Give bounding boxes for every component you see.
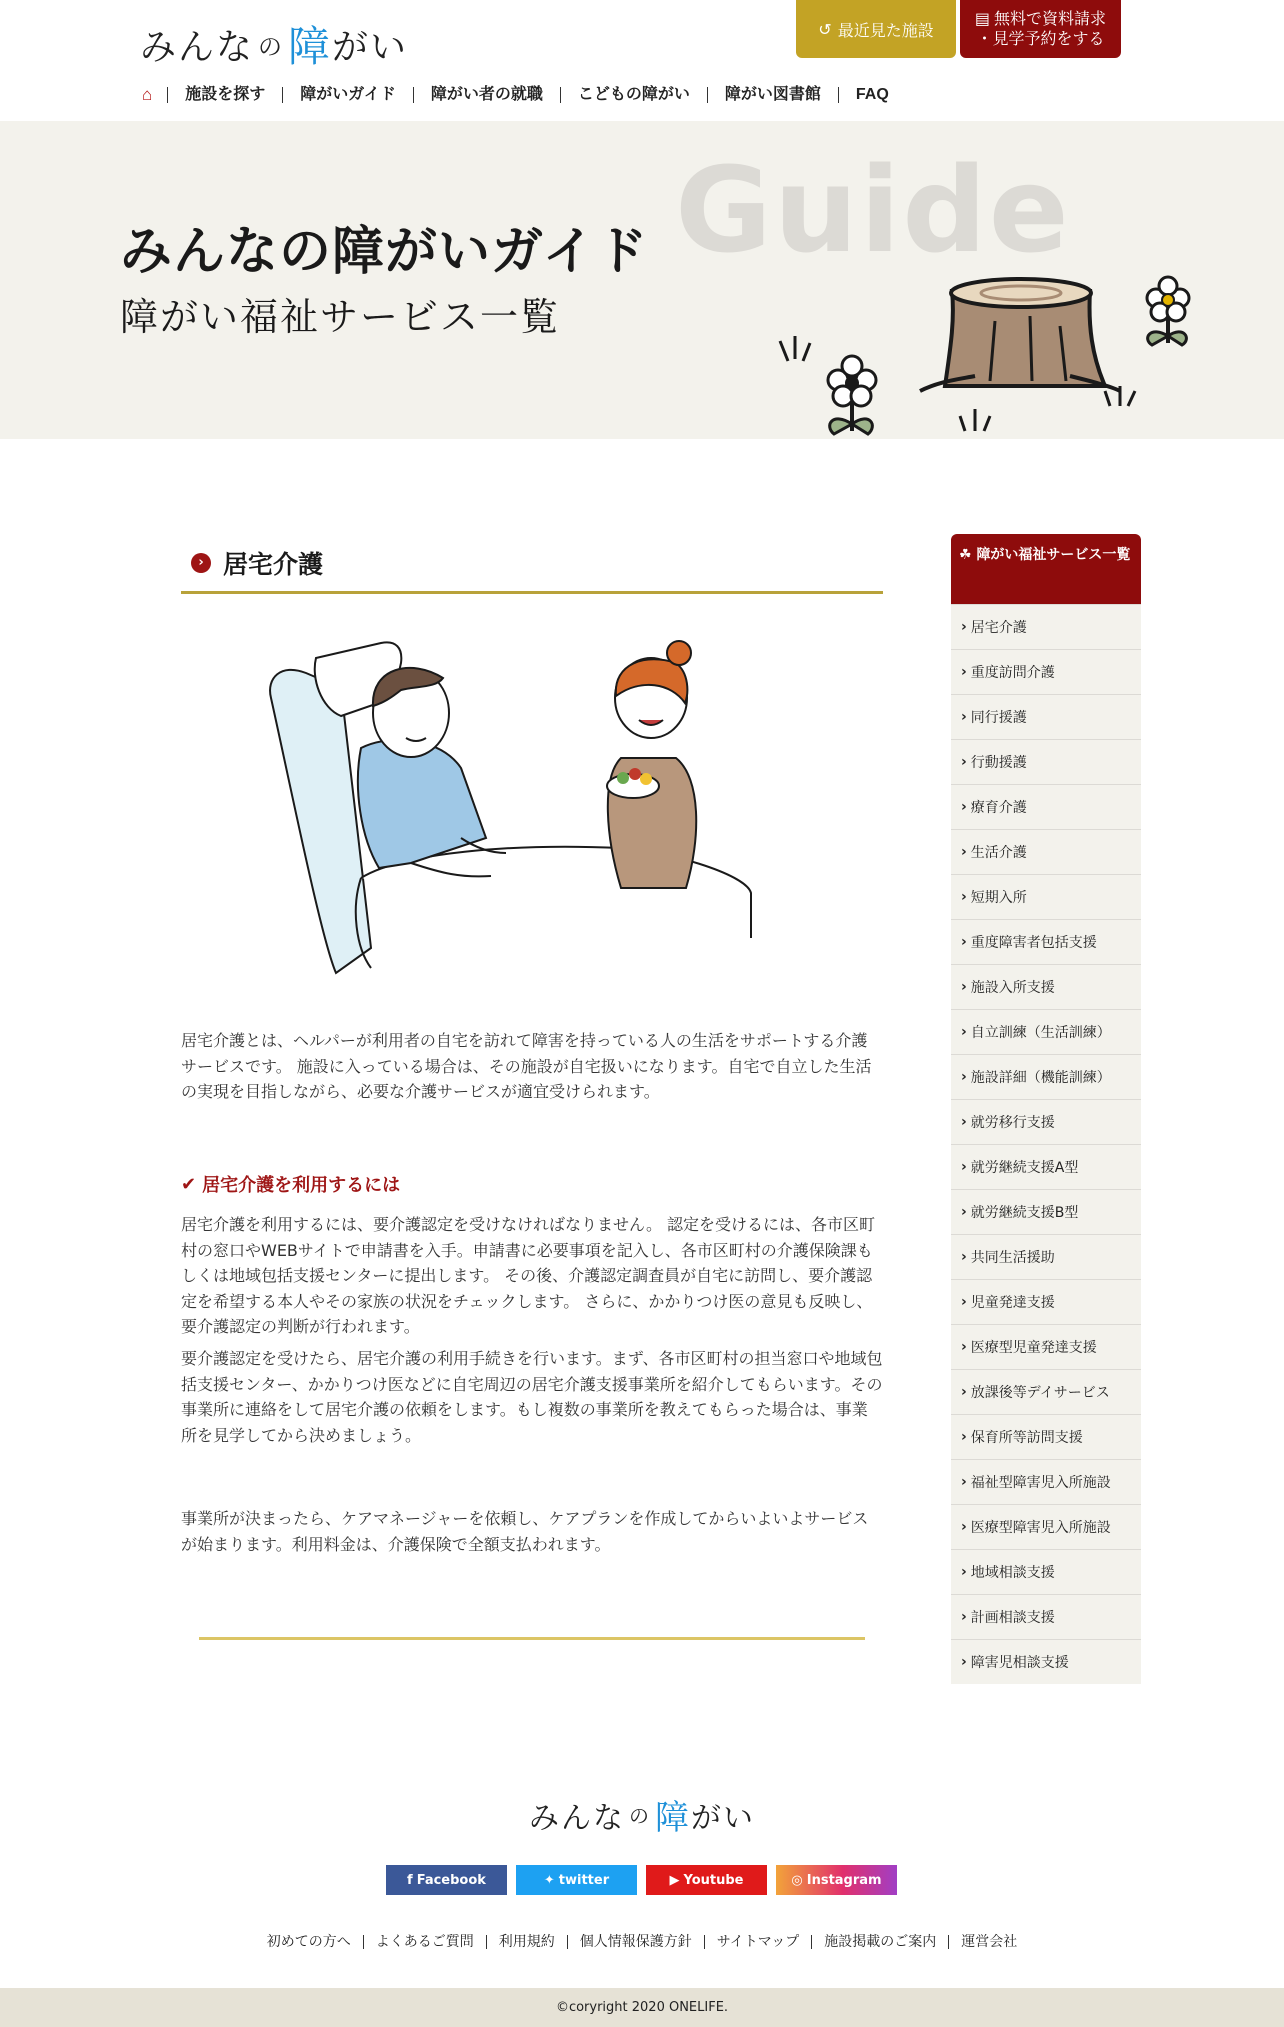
chevron-right-icon: › — [961, 979, 967, 995]
sidebar-item-label: 共同生活援助 — [970, 1250, 1055, 1266]
list-icon: ▤ — [974, 9, 991, 28]
sidebar-item-label: 重度障害者包括支援 — [970, 935, 1097, 951]
nav-item-library[interactable]: 障がい図書館 — [707, 87, 838, 103]
chevron-right-icon: › — [961, 1294, 967, 1310]
sidebar-item-label: 療育介護 — [970, 800, 1027, 816]
sidebar-item-label: 自立訓練（生活訓練） — [970, 1025, 1111, 1041]
history-icon: ↺ — [818, 19, 832, 39]
chevron-right-icon: › — [961, 1609, 967, 1625]
sidebar-item-label: 生活介護 — [970, 845, 1027, 861]
chevron-right-icon: › — [961, 1159, 967, 1175]
chevron-right-icon: › — [961, 709, 967, 725]
leaf-icon: ☘ — [959, 547, 972, 563]
sidebar-item[interactable] — [951, 1369, 1141, 1414]
sidebar-item-label: 医療型児童発達支援 — [970, 1340, 1097, 1356]
subheading-text: 居宅介護を利用するには — [202, 1175, 401, 1196]
footer-link-terms[interactable]: 利用規約 — [486, 1935, 567, 1949]
chevron-right-icon: › — [961, 1339, 967, 1355]
youtube-label: Youtube — [683, 1872, 744, 1888]
facebook-button[interactable] — [386, 1865, 507, 1895]
sidebar-heading-text: 障がい福祉サービス一覧 — [976, 547, 1131, 563]
sidebar-item-label: 就労継続支援A型 — [970, 1160, 1079, 1176]
main-nav — [140, 84, 906, 106]
youtube-button[interactable] — [646, 1865, 767, 1895]
article-body-2: 要介護認定を受けたら、居宅介護の利用手続きを行います。まず、各市区町村の担当窓口や地域包括支援センター、かかりつけ医などに自宅周辺の居宅介護支援事業所を紹介してもらいます。その事業所に連絡をして居宅介護の依頼をします。もし複数の事業所を教えてもらった場合は、事業所を見学してから決めましょう。 — [181, 1349, 883, 1445]
sidebar-item-label: 行動援護 — [970, 755, 1027, 771]
tree-stump-illustration — [770, 241, 1200, 439]
sidebar-item-label: 計画相談支援 — [970, 1610, 1055, 1626]
chevron-right-icon: › — [961, 1384, 967, 1400]
chevron-right-icon: › — [961, 1024, 967, 1040]
sidebar-item[interactable] — [951, 874, 1141, 919]
sidebar-item[interactable] — [951, 694, 1141, 739]
sidebar-item[interactable] — [951, 1324, 1141, 1369]
hero-subtitle: 障がい福祉サービス一覧 — [120, 295, 561, 339]
article-title: 居宅介護 — [223, 549, 324, 579]
sidebar-item-label: 児童発達支援 — [970, 1295, 1055, 1311]
logo-text-minna: みんな — [140, 26, 255, 68]
sidebar-item[interactable] — [951, 784, 1141, 829]
footer-link-company[interactable]: 運営会社 — [948, 1935, 1029, 1949]
sidebar-item[interactable] — [951, 649, 1141, 694]
sidebar-item[interactable] — [951, 1549, 1141, 1594]
sidebar-item[interactable] — [951, 1459, 1141, 1504]
sidebar — [951, 534, 1141, 1684]
chevron-right-icon: › — [961, 1519, 967, 1535]
footer-link-first-time[interactable]: 初めての方へ — [266, 1934, 351, 1950]
request-label-line2: ・見学予約をする — [976, 29, 1105, 48]
twitter-button[interactable] — [516, 1865, 637, 1895]
sidebar-item[interactable] — [951, 604, 1141, 649]
footer-logo-gai: がい — [691, 1800, 755, 1836]
sidebar-item-label: 短期入所 — [970, 890, 1027, 906]
section-subheading — [181, 1171, 400, 1197]
facebook-icon: f — [407, 1872, 413, 1888]
sidebar-item[interactable] — [951, 1594, 1141, 1639]
footer-link-faq[interactable]: よくあるご質問 — [363, 1935, 486, 1949]
flower-icon — [828, 356, 876, 434]
sidebar-item-label: 同行援護 — [970, 710, 1027, 726]
chevron-right-icon: › — [961, 1114, 967, 1130]
sidebar-item-label: 医療型障害児入所施設 — [970, 1520, 1111, 1536]
sidebar-item[interactable] — [951, 1234, 1141, 1279]
nav-item-guide[interactable]: 障がいガイド — [282, 87, 413, 103]
sidebar-heading — [951, 534, 1141, 604]
sidebar-item-label: 施設詳細（機能訓練） — [970, 1070, 1111, 1086]
sidebar-item[interactable] — [951, 1639, 1141, 1684]
sidebar-list — [951, 604, 1141, 1684]
check-icon: ✔ — [181, 1173, 197, 1195]
hero-title: みんなの障がいガイド — [120, 222, 649, 282]
article-body-1: 居宅介護を利用するには、要介護認定を受けなければなりません。 認定を受けるには、各市区町村の窓口やWEBサイトで申請書を入手。申請書に必要事項を記入し、各市区町村の介護保険課もしくは地域包括支援センターに提出します。 その後、介護認定調査員が自宅に訪問し、要介護認定を希望する本人やその家族の状況をチェックします。 さらに、かかりつけ医の意見も反映し、要介護認定の判断が行われます。 — [181, 1215, 876, 1336]
copyright-bar — [0, 1988, 1284, 2027]
footer-link-privacy[interactable]: 個人情報保護方針 — [567, 1935, 704, 1949]
sidebar-item[interactable] — [951, 1504, 1141, 1549]
sidebar-item-label: 居宅介護 — [970, 620, 1027, 636]
article — [181, 534, 883, 1554]
sidebar-item-label: 保育所等訪問支援 — [970, 1430, 1083, 1446]
sidebar-item[interactable] — [951, 829, 1141, 874]
sidebar-item[interactable] — [951, 1414, 1141, 1459]
social-links — [386, 1865, 897, 1895]
sidebar-item[interactable] — [951, 1189, 1141, 1234]
chevron-right-icon: › — [961, 1069, 967, 1085]
sidebar-item-label: 放課後等デイサービス — [970, 1385, 1110, 1401]
sidebar-item[interactable] — [951, 964, 1141, 1009]
sidebar-item[interactable] — [951, 1099, 1141, 1144]
footer-logo[interactable] — [0, 1790, 1284, 1839]
footer-logo-sho: 障 — [655, 1798, 691, 1838]
home-care-illustration — [261, 638, 781, 978]
footer-link-listing[interactable]: 施設掲載のご案内 — [811, 1935, 948, 1949]
twitter-label: twitter — [558, 1872, 610, 1888]
sidebar-item-label: 障害児相談支援 — [970, 1655, 1069, 1671]
article-divider — [199, 1637, 865, 1640]
hero-banner — [0, 121, 1284, 439]
instagram-icon: ◎ — [791, 1872, 803, 1888]
instagram-button[interactable] — [776, 1865, 897, 1895]
chevron-right-icon: › — [961, 754, 967, 770]
logo-text-sho: 障 — [288, 22, 333, 71]
chevron-right-icon: › — [961, 934, 967, 950]
site-logo[interactable] — [140, 18, 408, 70]
sidebar-item[interactable] — [951, 1054, 1141, 1099]
recent-facilities-label: 最近見た施設 — [837, 20, 934, 40]
home-icon[interactable]: ⌂ — [142, 85, 153, 104]
chevron-right-icon: › — [961, 664, 967, 680]
sidebar-item[interactable] — [951, 1144, 1141, 1189]
nav-item-facility-search[interactable]: 施設を探す — [167, 87, 282, 103]
recent-facilities-button[interactable] — [796, 0, 956, 58]
twitter-icon: ✦ — [543, 1872, 555, 1888]
nav-item-faq[interactable]: FAQ — [838, 87, 906, 103]
copyright-text: ©coryright 2020 ONELIFE. — [555, 2000, 729, 2015]
sidebar-item-label: 就労継続支援B型 — [970, 1205, 1079, 1221]
sidebar-item-label: 就労移行支援 — [970, 1115, 1055, 1131]
sidebar-item-label: 地域相談支援 — [970, 1565, 1055, 1581]
logo-text-gai: がい — [332, 26, 409, 68]
request-materials-button[interactable] — [960, 0, 1121, 58]
chevron-right-icon: › — [961, 1429, 967, 1445]
footer-logo-minna: みんな — [529, 1800, 625, 1836]
youtube-icon: ▶ — [669, 1872, 680, 1888]
article-body-3: 事業所が決まったら、ケアマネージャーを依頼し、ケアプランを作成してからいよいよサービスが始まります。利用料金は、介護保険で全額支払われます。 — [181, 1509, 869, 1554]
chevron-circle-icon: › — [191, 553, 211, 573]
flower-icon — [1147, 277, 1189, 345]
sidebar-item[interactable] — [951, 919, 1141, 964]
chevron-right-icon: › — [961, 799, 967, 815]
chevron-right-icon: › — [961, 844, 967, 860]
nav-item-employment[interactable]: 障がい者の就職 — [413, 87, 560, 103]
chevron-right-icon: › — [961, 619, 967, 635]
footer-link-sitemap[interactable]: サイトマップ — [704, 1935, 811, 1949]
facebook-label: Facebook — [416, 1872, 486, 1888]
article-intro: 居宅介護とは、ヘルパーが利用者の自宅を訪れて障害を持っている人の生活をサポートする介護サービスです。 施設に入っている場合は、その施設が自宅扱いになります。自宅で自立した生活の実現を目指しながら、必要な介護サービスが適宜受けられます。 — [181, 1031, 872, 1101]
chevron-right-icon: › — [961, 1204, 967, 1220]
sidebar-item[interactable] — [951, 1009, 1141, 1054]
logo-text-no: の — [258, 32, 285, 61]
article-header — [181, 534, 883, 594]
sidebar-item-label: 重度訪問介護 — [970, 665, 1055, 681]
chevron-right-icon: › — [961, 1249, 967, 1265]
chevron-right-icon: › — [961, 1564, 967, 1580]
chevron-right-icon: › — [961, 889, 967, 905]
chevron-right-icon: › — [961, 1474, 967, 1490]
sidebar-item[interactable] — [951, 1279, 1141, 1324]
footer-links — [0, 1935, 1284, 1949]
chevron-right-icon: › — [961, 1654, 967, 1670]
request-label-line1: 無料で資料請求 — [994, 9, 1107, 28]
sidebar-item-label: 福祉型障害児入所施設 — [970, 1475, 1111, 1491]
hero-background-word: Guide — [675, 141, 1071, 279]
site-header — [0, 0, 1284, 120]
nav-item-children[interactable]: こどもの障がい — [560, 87, 707, 103]
instagram-label: Instagram — [806, 1872, 882, 1888]
footer-logo-no: の — [629, 1804, 651, 1828]
sidebar-item-label: 施設入所支援 — [970, 980, 1055, 996]
sidebar-item[interactable] — [951, 739, 1141, 784]
